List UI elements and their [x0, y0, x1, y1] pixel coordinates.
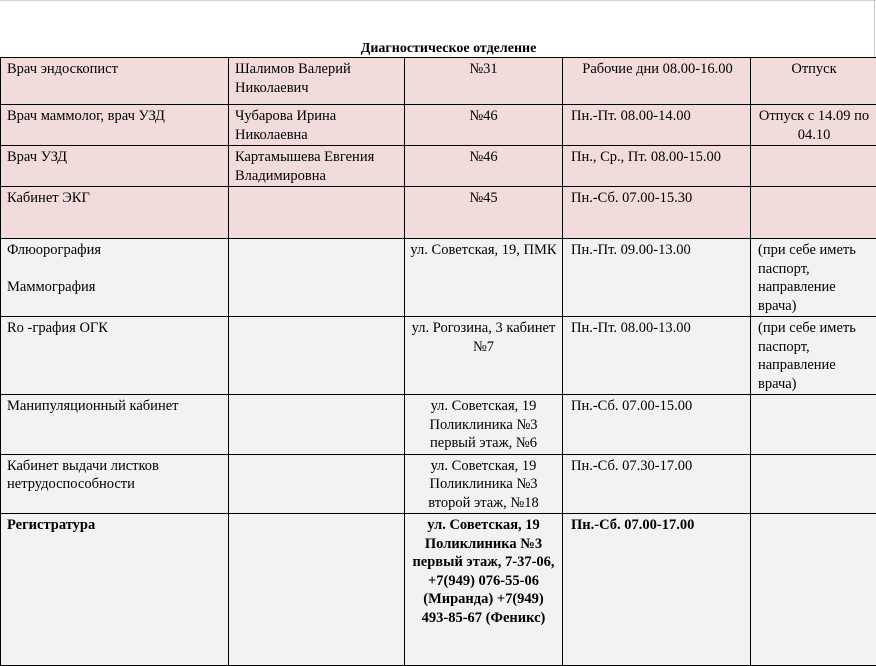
cell-hours: Пн.-Сб. 07.30-17.00	[563, 454, 751, 514]
cell-location: №45	[405, 187, 563, 239]
cell-person	[229, 514, 405, 666]
cell-hours: Пн.-Сб. 07.00-17.00	[563, 514, 751, 666]
cell-note	[751, 454, 876, 514]
table-row	[1, 105, 876, 146]
cell-name: Ro -графия ОГК	[1, 317, 229, 395]
cell-hours: Пн.-Сб. 07.00-15.00	[563, 395, 751, 455]
cell-name: Врач маммолог, врач УЗД	[1, 105, 229, 146]
cell-note	[751, 514, 876, 666]
table-row	[1, 146, 876, 187]
cell-hours: Пн.-Пт. 09.00-13.00	[563, 239, 751, 317]
cell-location: №46	[405, 105, 563, 146]
cell-name-line2: Маммография	[7, 279, 95, 295]
cell-person: Шалимов Валерий Николаевич	[229, 58, 405, 105]
table-row	[1, 58, 876, 105]
cell-person: Чубарова Ирина Николаевна	[229, 105, 405, 146]
cell-person	[229, 317, 405, 395]
cell-location: №31	[405, 58, 563, 105]
page-top-edge	[0, 0, 876, 1]
cell-name: Манипуляционный кабинет	[1, 395, 229, 455]
cell-location: ул. Советская, 19, ПМК	[405, 239, 563, 317]
cell-hours: Пн.-Сб. 07.00-15.30	[563, 187, 751, 239]
cell-note: Отпуск с 14.09 по 04.10	[751, 105, 876, 146]
cell-person	[229, 239, 405, 317]
cell-note: (при себе иметь паспорт, направление врача)	[751, 317, 876, 395]
cell-name	[1, 239, 229, 317]
table-row	[1, 454, 876, 514]
cell-location: ул. Рогозина, 3 кабинет №7	[405, 317, 563, 395]
cell-name: Кабинет ЭКГ	[1, 187, 229, 239]
table-row	[1, 395, 876, 455]
table-row	[1, 514, 876, 666]
cell-name-line1: Флюорография	[7, 242, 101, 258]
cell-location: ул. Советская, 19 Поликлиника №3 первый этаж, №6	[405, 395, 563, 455]
table-row	[1, 317, 876, 395]
cell-note: (при себе иметь паспорт, направление врача)	[751, 239, 876, 317]
cell-hours: Пн.-Пт. 08.00-14.00	[563, 105, 751, 146]
cell-person	[229, 454, 405, 514]
document-title: Диагностическое отделение	[0, 40, 876, 58]
cell-note: Отпуск	[751, 58, 876, 105]
cell-name: Врач УЗД	[1, 146, 229, 187]
cell-note	[751, 395, 876, 455]
cell-name: Кабинет выдачи листков нетрудоспособности	[1, 454, 229, 514]
cell-person	[229, 395, 405, 455]
schedule-table	[0, 57, 876, 666]
cell-name: Врач эндоскопист	[1, 58, 229, 105]
table-row	[1, 239, 876, 317]
cell-person: Картамышева Евгения Владимировна	[229, 146, 405, 187]
cell-location: №46	[405, 146, 563, 187]
cell-hours: Рабочие дни 08.00-16.00	[563, 58, 751, 105]
cell-hours: Пн., Ср., Пт. 08.00-15.00	[563, 146, 751, 187]
cell-hours: Пн.-Пт. 08.00-13.00	[563, 317, 751, 395]
cell-note	[751, 187, 876, 239]
cell-person	[229, 187, 405, 239]
cell-note	[751, 146, 876, 187]
cell-location: ул. Советская, 19 Поликлиника №3 второй этаж, №18	[405, 454, 563, 514]
table-row	[1, 187, 876, 239]
cell-location: ул. Советская, 19 Поликлиника №3 первый этаж, 7-37-06, +7(949) 076-55-06 (Миранда) +7(949) 493-85-67 (Феникс)	[405, 514, 563, 666]
cell-name: Регистратура	[1, 514, 229, 666]
